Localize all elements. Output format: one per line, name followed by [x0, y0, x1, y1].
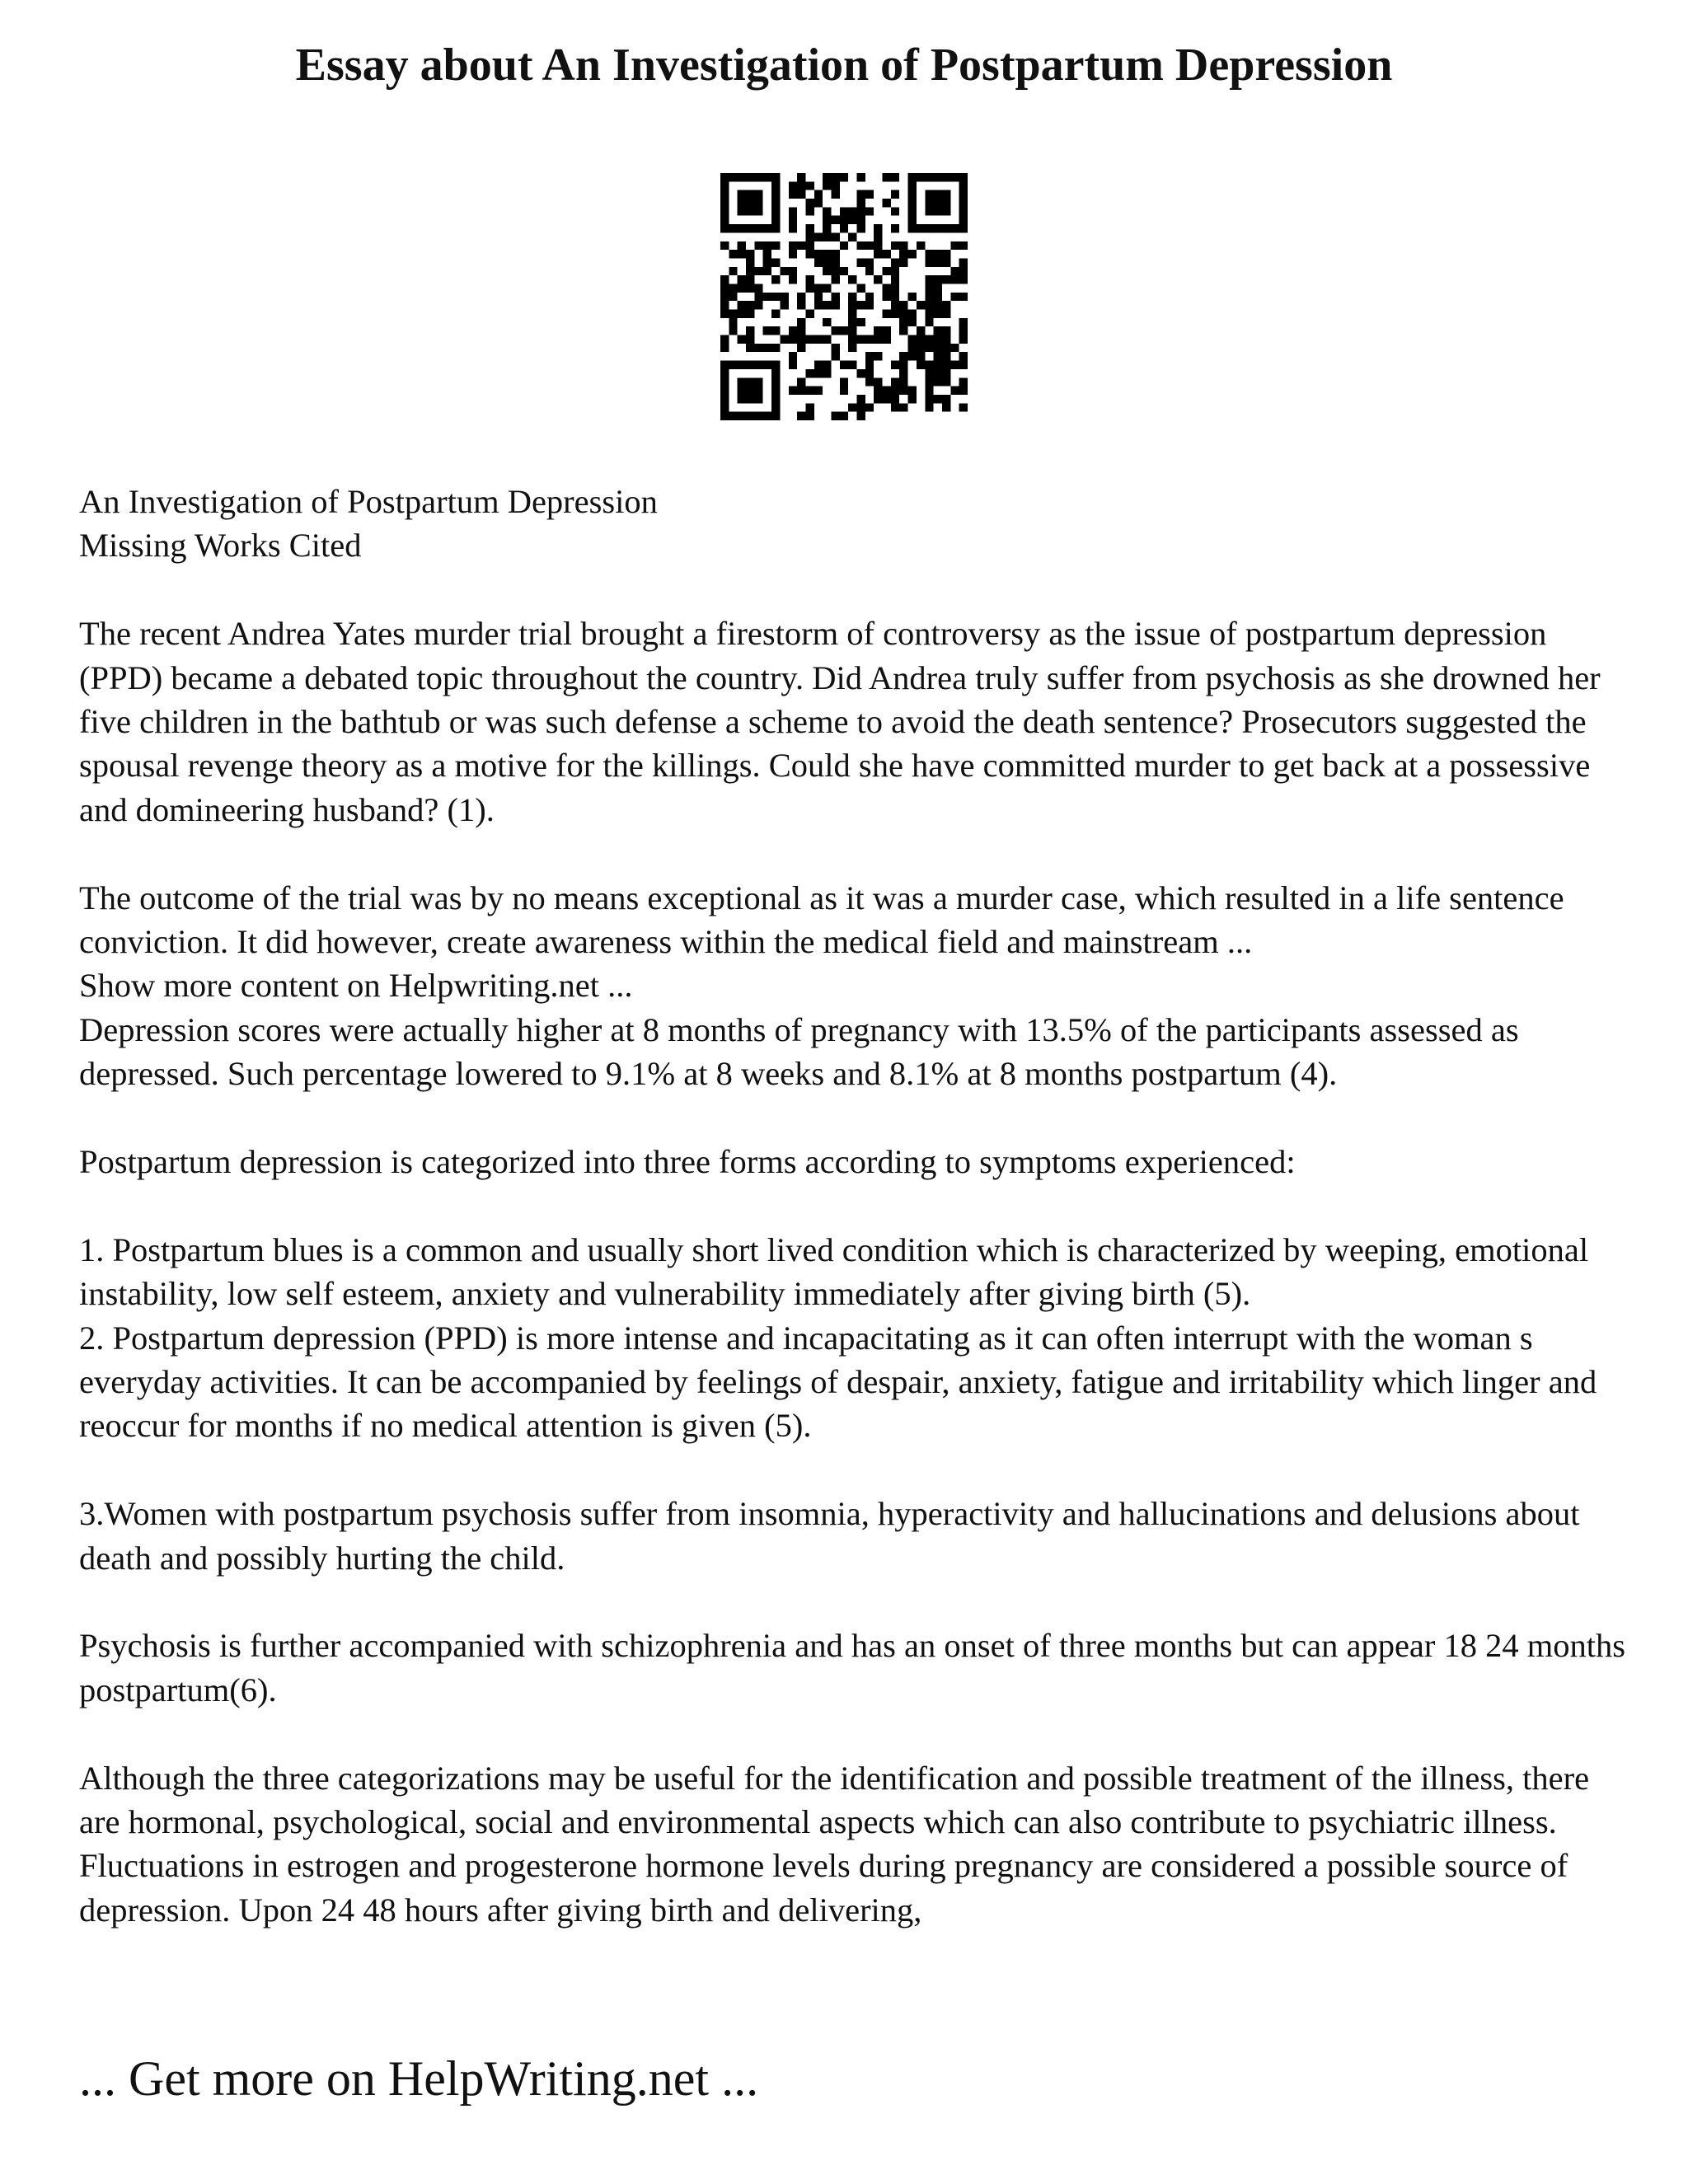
- paragraph-categorizations: Although the three categorizations may be useful for the identification and possible treatment of the illness, there are hormonal, psychological, social and environmental aspects which can also contribute to psychiatric illness.: [79, 1759, 1590, 1841]
- paragraph-forms: Postpartum depression is categorized into three forms according to symptoms experienced:: [79, 1143, 1296, 1181]
- footer-link[interactable]: ... Get more on HelpWriting.net ...: [79, 2051, 759, 2106]
- essay-body: [79, 480, 1629, 1932]
- paragraph-outcome: The outcome of the trial was by no means exceptional as it was a murder case, which resulted in a life sentence conviction. It did however, create awareness within the medical field and mainstream ...: [79, 879, 1564, 961]
- list-item-ppd: 2. Postpartum depression (PPD) is more intense and incapacitating as it can often interrupt with the woman s everyday activities. It can be accompanied by feelings of despair, anxiety, fatigue and irritability which linger and reoccur for months if no medical attention is given (5).: [79, 1319, 1597, 1445]
- essay-heading: An Investigation of Postpartum Depression: [79, 483, 658, 520]
- list-item-psychosis: 3.Women with postpartum psychosis suffer from insomnia, hyperactivity and hallucinations and delusions about death and possibly hurting the child.: [79, 1495, 1580, 1577]
- paragraph-hormones: Fluctuations in estrogen and progesterone hormone levels during pregnancy are considered a possible source of depression. Upon 24 48 hours after giving birth and delivering,: [79, 1847, 1568, 1929]
- paragraph-scores: Depression scores were actually higher at 8 months of pregnancy with 13.5% of the participants assessed as depressed. Such percentage lowered to 9.1% at 8 weeks and 8.1% at 8 months postpartum (4).: [79, 1010, 1519, 1093]
- list-item-blues: 1. Postpartum blues is a common and usually short lived condition which is characterized by weeping, emotional instability, low self esteem, anxiety and vulnerability immediately after giving birth (5).: [79, 1230, 1589, 1313]
- document-title: Essay about An Investigation of Postpartum Depression: [295, 40, 1393, 91]
- essay-subheading: Missing Works Cited: [79, 527, 362, 565]
- qr-code-icon: [720, 173, 968, 420]
- paragraph-schizophrenia: Psychosis is further accompanied with schizophrenia and has an onset of three months but can appear 18 24 months postpartum(6).: [79, 1627, 1626, 1708]
- paragraph-intro: The recent Andrea Yates murder trial brought a firestorm of controversy as the issue of postpartum depression (PPD) became a debated topic throughout the country. Did Andrea truly suffer from psychosis as she drowned her five children in the bathtub or was such defense a scheme to avoid the death sentence? Prosecutors suggested the spousal revenge theory as a motive for the killings. Could she have committed murder to get back at a possessive and domineering husband? (1).: [79, 615, 1601, 828]
- show-more-text: Show more content on Helpwriting.net ...: [79, 967, 633, 1005]
